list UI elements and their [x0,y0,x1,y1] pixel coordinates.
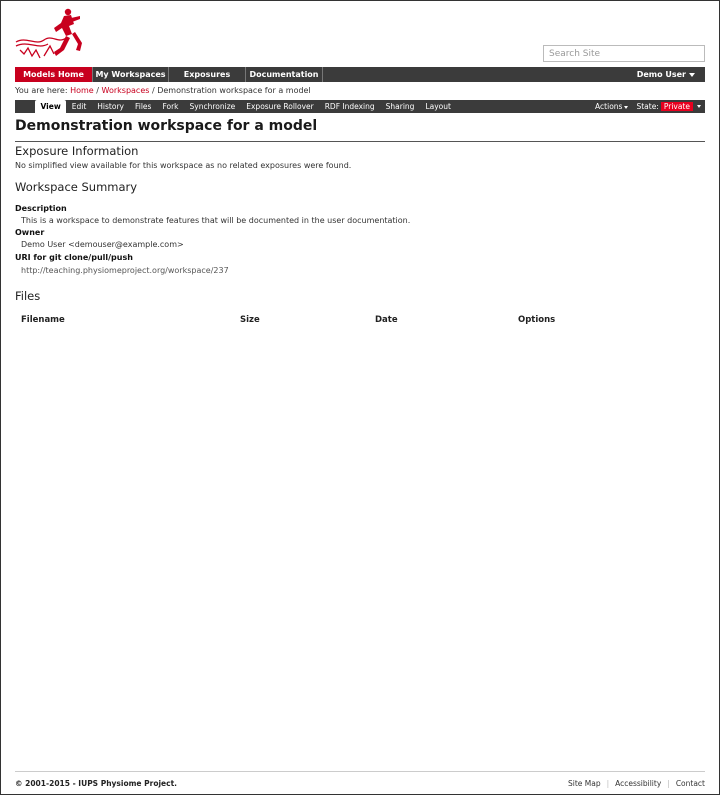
breadcrumb-prefix: You are here: [15,86,68,95]
breadcrumb-current: Demonstration workspace for a model [157,86,311,95]
column-date[interactable]: Date [375,315,398,325]
uri-text[interactable]: http://teaching.physiomeproject.org/workspace/237 [21,266,229,275]
uri-label: URI for git clone/pull/push [15,253,133,262]
nav-my-workspaces[interactable]: My Workspaces [93,67,169,82]
footer-link-contact[interactable]: Contact [675,779,705,788]
tab-history[interactable]: History [97,102,124,111]
footer-link-accessibility[interactable]: Accessibility [615,779,662,788]
footer-link-site-map[interactable]: Site Map [567,779,601,788]
breadcrumb-home[interactable]: Home [70,86,94,95]
actions-label: Actions [595,102,623,111]
copyright: © 2001-2015 - IUPS Physiome Project. [15,779,178,788]
workspace-toolbar [15,100,705,113]
user-name: Demo User [636,70,686,79]
state-label: State: [636,102,659,111]
breadcrumb [15,86,311,95]
breadcrumb-separator: / [96,86,99,95]
state-badge[interactable]: Private [661,102,693,111]
footer-links [568,779,705,788]
search-input[interactable] [543,45,705,62]
physiome-logo[interactable] [14,6,84,64]
nav-models-home[interactable]: Models Home [15,67,93,82]
tab-rdf-indexing[interactable]: RDF Indexing [324,102,375,111]
summary-heading: Workspace Summary [15,180,138,194]
tab-exposure-rollover[interactable]: Exposure Rollover [246,102,314,111]
main-navigation [15,67,705,82]
tab-edit[interactable]: Edit [71,102,87,111]
caret-down-icon [689,73,695,77]
footer-divider [15,771,705,772]
footer-separator: | [667,779,670,788]
tab-fork[interactable]: Fork [162,102,179,111]
exposure-heading: Exposure Information [15,144,139,158]
description-text: This is a workspace to demonstrate features that will be documented in the user documentation. [21,216,411,225]
tab-synchronize[interactable]: Synchronize [189,102,236,111]
actions-menu[interactable] [595,102,628,111]
page-title: Demonstration workspace for a model [15,118,318,134]
title-divider [15,141,705,142]
owner-text: Demo User <demouser@example.com> [21,240,184,249]
tab-view[interactable]: View [35,100,66,113]
column-options[interactable]: Options [518,315,556,325]
files-heading: Files [15,289,41,303]
tab-sharing[interactable]: Sharing [385,102,415,111]
column-filename[interactable]: Filename [21,315,65,325]
footer-separator: | [606,779,610,788]
caret-down-icon [624,106,628,109]
breadcrumb-separator: / [151,86,155,95]
description-label: Description [15,204,67,213]
breadcrumb-workspaces[interactable]: Workspaces [101,86,150,95]
column-size[interactable]: Size [240,315,260,325]
tab-layout[interactable]: Layout [425,102,451,111]
nav-documentation[interactable]: Documentation [246,67,323,82]
caret-down-icon[interactable] [697,105,701,108]
nav-exposures[interactable]: Exposures [169,67,246,82]
user-menu[interactable] [637,67,705,82]
owner-label: Owner [15,228,45,237]
exposure-text: No simplified view available for this workspace as no related exposures were found. [15,161,352,170]
tab-files[interactable]: Files [134,102,152,111]
